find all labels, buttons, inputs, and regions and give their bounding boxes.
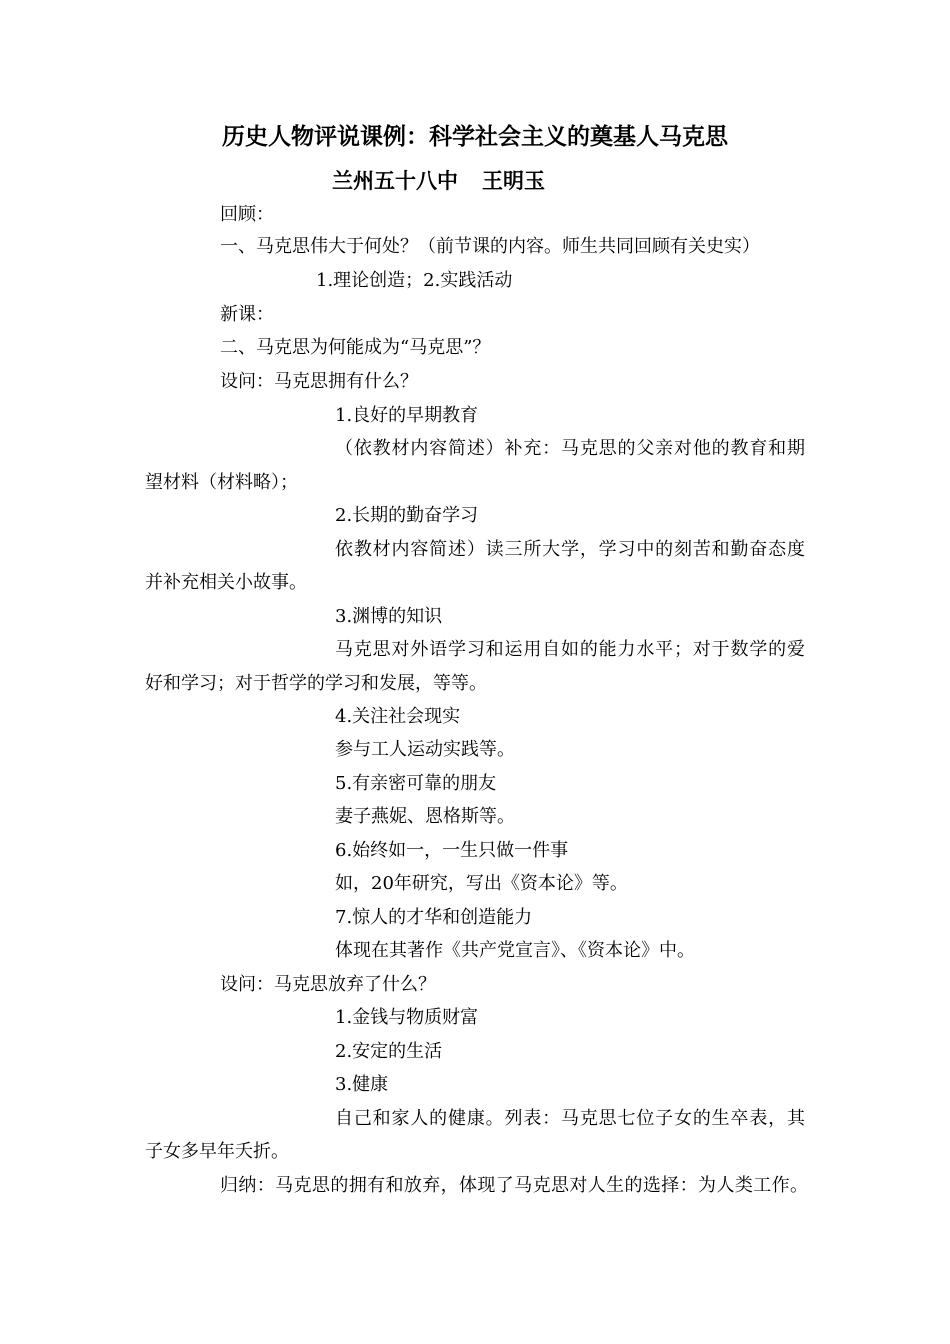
question-line: 设问：马克思放弃了什么？ bbox=[220, 974, 436, 995]
list-item: 1.良好的早期教育 bbox=[335, 405, 479, 426]
section-label-new: 新课： bbox=[220, 304, 274, 325]
paragraph-line: 参与工人运动实践等。 bbox=[335, 739, 515, 760]
list-item: 6.始终如一，一生只做一件事 bbox=[335, 840, 569, 861]
paragraph-line: 妻子燕妮、恩格斯等。 bbox=[335, 806, 515, 827]
paragraph-line: 如，20年研究，写出《资本论》等。 bbox=[335, 873, 628, 894]
paragraph-line: 自己和家人的健康。列表：马克思七位子女的生卒表，其 bbox=[335, 1108, 805, 1129]
list-item: 3.渊博的知识 bbox=[335, 606, 443, 627]
list-item: 3.健康 bbox=[335, 1074, 389, 1095]
section-label-review: 回顾： bbox=[220, 204, 274, 225]
list-item: 1.理论创造；2.实践活动 bbox=[316, 270, 513, 291]
document-title: 历史人物评说课例：科学社会主义的奠基人马克思 bbox=[222, 123, 728, 150]
summary-line: 归纳：马克思的拥有和放弃，体现了马克思对人生的选择：为人类工作。 bbox=[220, 1175, 808, 1196]
section-heading-2: 二、马克思为何能成为“马克思”？ bbox=[220, 337, 491, 358]
paragraph-line: （依教材内容简述）补充：马克思的父亲对他的教育和期 bbox=[335, 438, 805, 459]
paragraph-line: 并补充相关小故事。 bbox=[145, 572, 307, 593]
question-line: 设问：马克思拥有什么？ bbox=[220, 371, 418, 392]
list-item: 2.长期的勤奋学习 bbox=[335, 505, 479, 526]
list-item: 4.关注社会现实 bbox=[335, 706, 461, 727]
list-item: 1.金钱与物质财富 bbox=[335, 1007, 479, 1028]
list-item: 2.安定的生活 bbox=[335, 1041, 443, 1062]
paragraph-line: 马克思对外语学习和运用自如的能力水平；对于数学的爱 bbox=[335, 639, 805, 660]
school-name: 兰州五十八中 bbox=[332, 168, 458, 193]
author-line bbox=[332, 167, 545, 195]
list-item: 7.惊人的才华和创造能力 bbox=[335, 907, 533, 928]
paragraph-line: 依教材内容简述）读三所大学，学习中的刻苦和勤奋态度 bbox=[335, 539, 805, 560]
section-heading-1: 一、马克思伟大于何处？（前节课的内容。师生共同回顾有关史实） bbox=[220, 236, 760, 257]
paragraph-line: 好和学习；对于哲学的学习和发展，等等。 bbox=[145, 673, 487, 694]
paragraph-line: 子女多早年夭折。 bbox=[145, 1141, 289, 1162]
author-name: 王明玉 bbox=[482, 168, 545, 193]
paragraph-line: 体现在其著作《共产党宣言》、《资本论》中。 bbox=[335, 940, 695, 961]
list-item: 5.有亲密可靠的朋友 bbox=[335, 773, 497, 794]
paragraph-line: 望材料（材料略）； bbox=[145, 472, 298, 493]
